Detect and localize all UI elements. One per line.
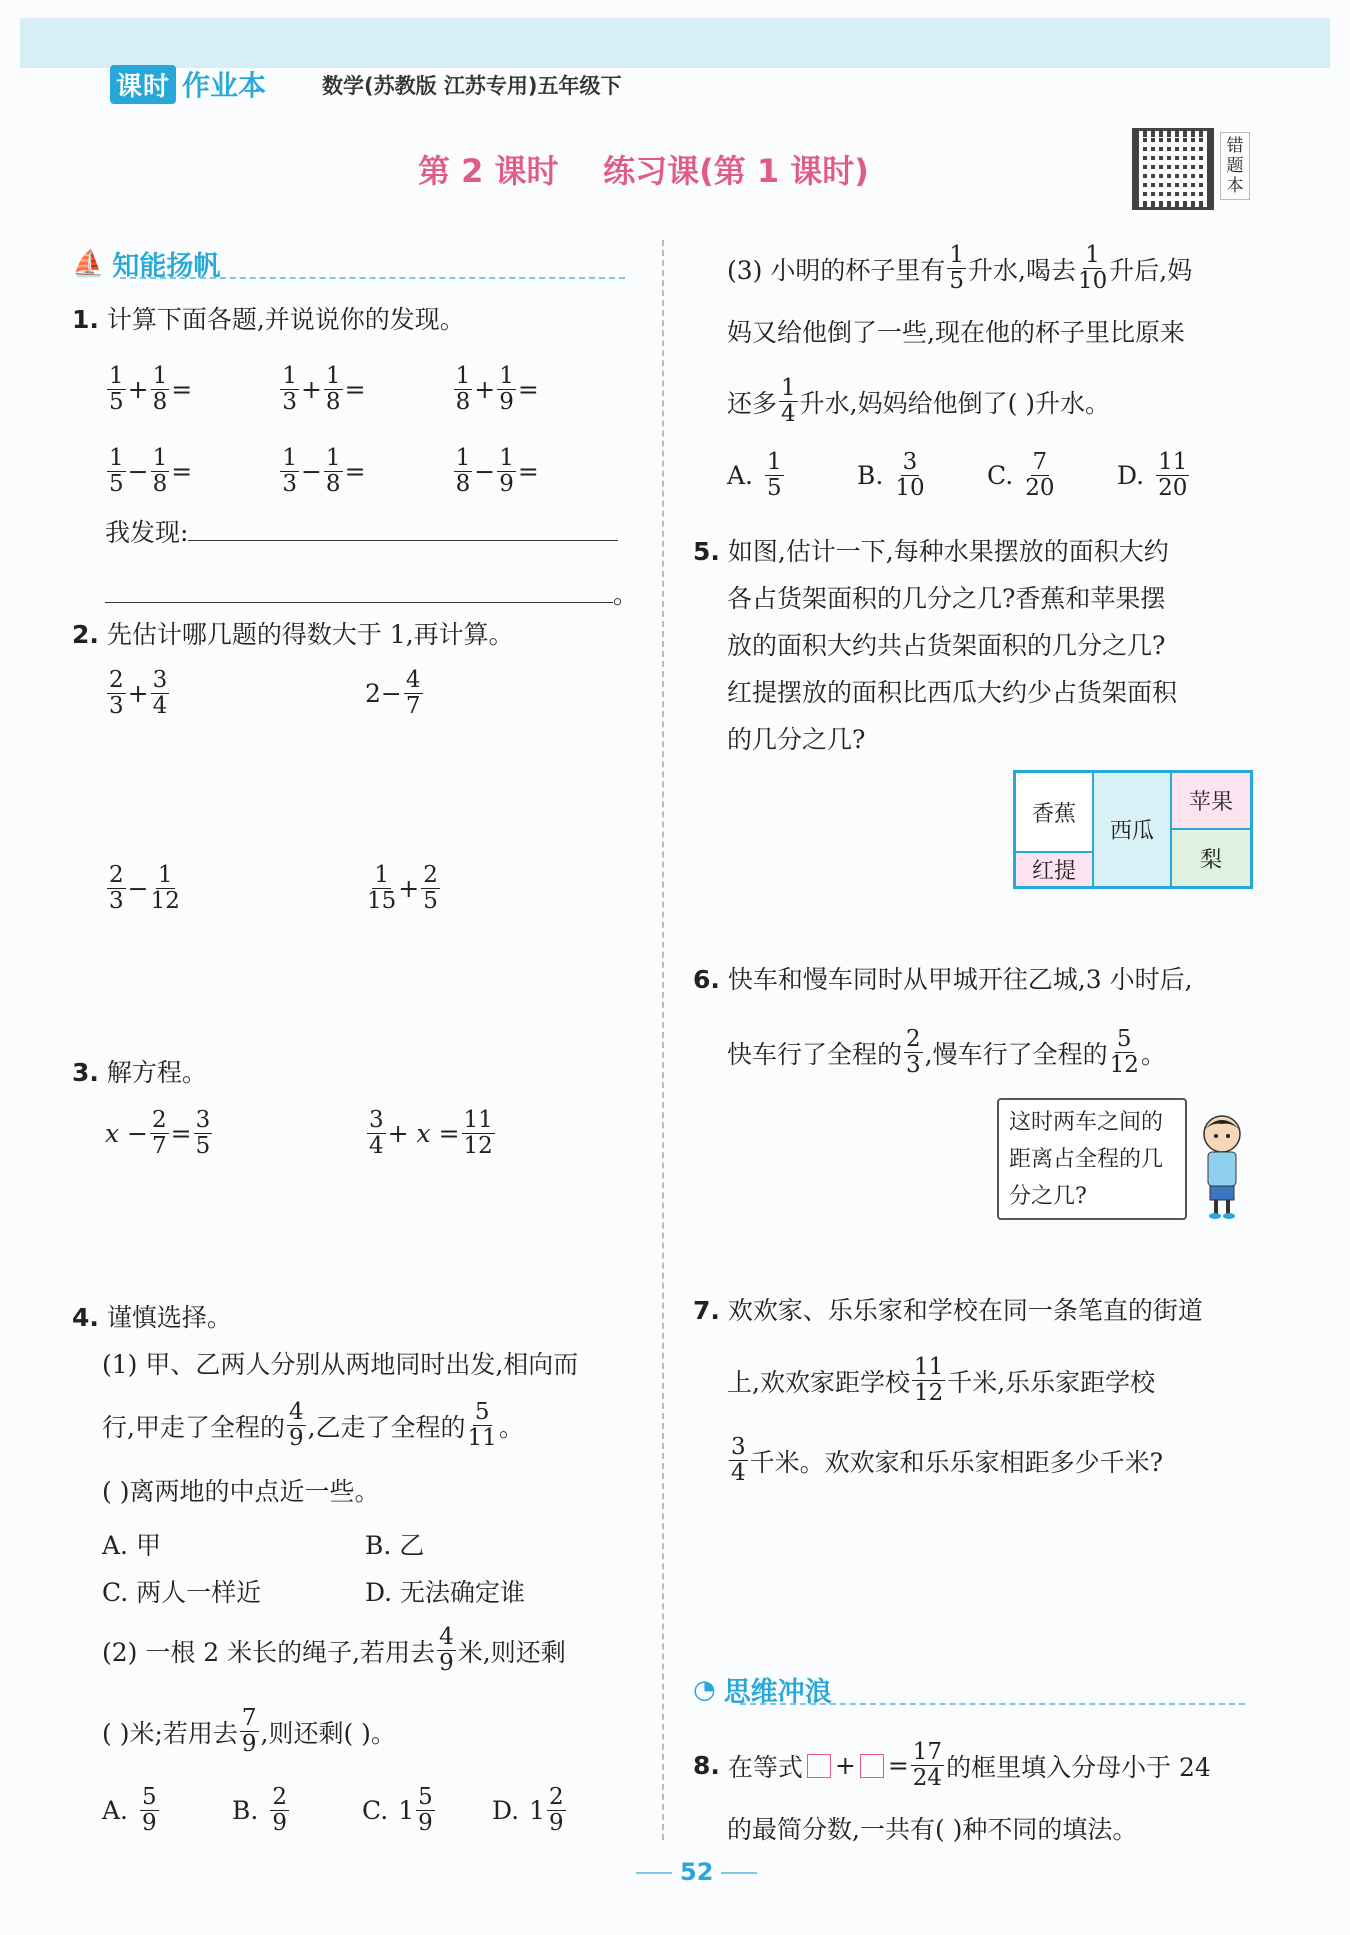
q4-p2-options (102, 1785, 622, 1836)
lesson-title: 第 2 课时 练习课(第 1 课时) (418, 152, 869, 190)
q4-p1-option-d[interactable]: D. 无法确定谁 (365, 1578, 526, 1607)
question-6: 6. 快车和慢车同时从甲城开往乙城,3 小时后, (693, 965, 1193, 994)
q1-discover-line: 。 (105, 580, 638, 610)
q4-p3-option[interactable]: A. $\frac{1}{5}$ (727, 449, 782, 501)
qr-code-icon[interactable] (1132, 128, 1214, 210)
column-divider (662, 240, 664, 1840)
wave-icon: ◔ (693, 1674, 716, 1705)
q7-line3: $\frac{3}{4}$ 千米。欢欢家和乐乐家相距多少千米? (731, 1434, 1164, 1486)
book-info: 数学(苏教版 江苏专用)五年级下 (322, 74, 622, 98)
q4-p3-option[interactable]: B. $\frac{3}{10}$ (857, 449, 925, 501)
q4-p2-line1: (2) 一根 2 米长的绳子,若用去 $\frac{4}{9}$ 米,则还剩 (102, 1624, 566, 1676)
question-3: 3. 解方程。 (72, 1058, 207, 1087)
q1-expressions (105, 355, 625, 505)
q2-expr-2: 2− $\frac{4}{7}$ (365, 667, 421, 719)
q4-p3-line1: (3) 小明的杯子里有 $\frac{1}{5}$ 升水,喝去 $\frac{1}{10}$ 升后,妈 (727, 242, 1193, 294)
q4-p2-option[interactable]: B. $\frac{2}{9}$ (232, 1784, 287, 1836)
q4-p3-line2: 妈又给他倒了一些,现在他的杯子里比原来 (727, 318, 1185, 347)
q1-expression: $\frac{1}{8}$ − $\frac{1}{9}$ = (455, 444, 539, 497)
q1-expression: $\frac{1}{3}$ + $\frac{1}{8}$ = (282, 362, 366, 415)
q6-line2: 快车行了全程的 $\frac{2}{3}$ ,慢车行了全程的 $\frac{5}{12}$ 。 (727, 1026, 1166, 1078)
book-logo (110, 64, 266, 104)
boy-character-icon (1192, 1112, 1252, 1226)
q4-p1-line1: (1) 甲、乙两人分别从两地同时出发,相向而 (102, 1350, 579, 1379)
q2-expr-1: $\frac{2}{3}$ + $\frac{3}{4}$ (109, 667, 168, 719)
q4-p3-option[interactable]: D. $\frac{11}{20}$ (1117, 449, 1188, 501)
q4-p3-line3: 还多 $\frac{1}{4}$ 升水,妈妈给他倒了( )升水。 (727, 375, 1111, 427)
logo-sub: 作业本 (182, 69, 267, 102)
q2-expr-4: $\frac{1}{15}$ + $\frac{2}{5}$ (367, 862, 438, 914)
q4-p3-options (727, 450, 1247, 501)
apple-area: 苹果 (1171, 772, 1251, 829)
question-7: 7. 欢欢家、乐乐家和学校在同一条笔直的街道 (693, 1296, 1203, 1325)
sailboat-icon: ⛵ (72, 248, 105, 279)
shelf-figure (1013, 770, 1253, 889)
section-underline (740, 1703, 1245, 1705)
answer-box[interactable] (807, 1754, 831, 1778)
q2-expr-3: $\frac{2}{3}$ − $\frac{1}{12}$ (109, 862, 180, 914)
q4-p3-option[interactable]: C. $\frac{7}{20}$ (987, 449, 1055, 501)
q1-discover-label: 我发现: (105, 518, 618, 548)
logo-main: 课时 (110, 65, 176, 104)
answer-box[interactable] (860, 1754, 884, 1778)
question-8: 8. 在等式 + = $\frac{17}{24}$ 的框里填入分母小于 24 (693, 1739, 1211, 1791)
q4-p1-option-b[interactable]: B. 乙 (365, 1531, 425, 1560)
section-underline (120, 277, 625, 279)
speech-bubble: 这时两车之间的距离占全程的几分之几? (997, 1098, 1187, 1220)
melon-area: 西瓜 (1093, 772, 1171, 887)
q5-line: 放的面积大约共占货架面积的几分之几? (727, 631, 1166, 660)
q4-p2-option[interactable]: C. 1 $\frac{5}{9}$ (362, 1784, 433, 1836)
q1-expression: $\frac{1}{5}$ − $\frac{1}{8}$ = (109, 444, 193, 497)
question-5 (693, 528, 1177, 763)
q5-line: 的几分之几? (727, 725, 866, 754)
section-title: 思维冲浪 (723, 1677, 832, 1708)
q4-p2-line2: ( )米;若用去 $\frac{7}{9}$ ,则还剩( )。 (102, 1705, 396, 1757)
q4-p1-line2: 行,甲走了全程的 $\frac{4}{9}$ ,乙走了全程的 $\frac{5}{11}$ 。 (102, 1399, 524, 1451)
q4-p1-option-a[interactable]: A. 甲 (102, 1531, 161, 1560)
pear-area: 梨 (1171, 829, 1251, 887)
question-2: 2. 先估计哪几题的得数大于 1,再计算。 (72, 620, 514, 649)
q1-expression: $\frac{1}{3}$ − $\frac{1}{8}$ = (282, 444, 366, 497)
q4-p1-option-c[interactable]: C. 两人一样近 (102, 1578, 262, 1607)
q1-expression: $\frac{1}{8}$ + $\frac{1}{9}$ = (455, 362, 539, 415)
q4-p2-option[interactable]: A. $\frac{5}{9}$ (102, 1784, 157, 1836)
banana-area: 香蕉 (1015, 772, 1093, 852)
q5-line: 5. 如图,估计一下,每种水果摆放的面积大约 (693, 537, 1169, 566)
page-number: 52 (628, 1858, 765, 1886)
question-4: 4. 谨慎选择。 (72, 1303, 232, 1332)
q3-equation-1: x − $\frac{2}{7}$ = $\frac{3}{5}$ (105, 1107, 211, 1159)
q4-p1-line3: ( )离两地的中点近一些。 (102, 1477, 380, 1506)
q1-expression: $\frac{1}{5}$ + $\frac{1}{8}$ = (109, 362, 193, 415)
q3-equation-2: $\frac{3}{4}$ + x = $\frac{11}{12}$ (369, 1107, 493, 1159)
q8-line2: 的最简分数,一共有( )种不同的填法。 (727, 1815, 1138, 1844)
q7-line2: 上,欢欢家距学校 $\frac{11}{12}$ 千米,乐乐家距学校 (727, 1354, 1156, 1406)
question-1: 1. 计算下面各题,并说说你的发现。 (72, 305, 465, 334)
q5-line: 红提摆放的面积比西瓜大约少占货架面积 (727, 678, 1178, 707)
q5-line: 各占货架面积的几分之几?香蕉和苹果摆 (727, 584, 1166, 613)
header-band (20, 18, 1330, 68)
qr-label: 错题本 (1220, 132, 1250, 200)
grape-area: 红提 (1015, 852, 1093, 887)
q4-p2-option[interactable]: D. 1 $\frac{2}{9}$ (492, 1784, 564, 1836)
section-title: 知能扬帆 (112, 251, 221, 282)
